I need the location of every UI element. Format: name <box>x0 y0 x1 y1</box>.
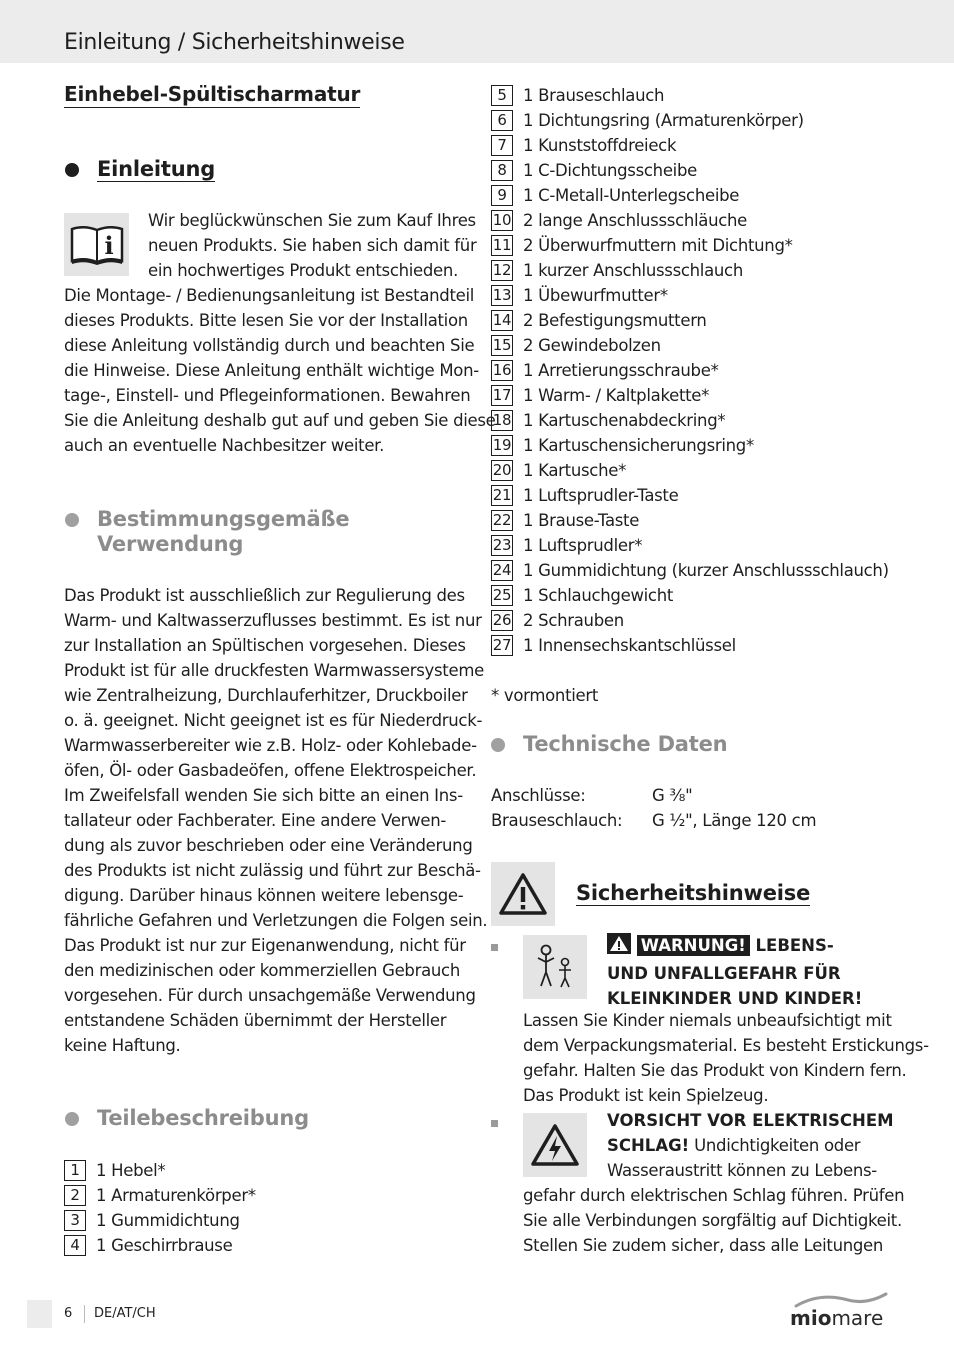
list-item: 16 1 Arretierungsschraube* <box>492 361 719 380</box>
section-heading-teilebeschreibung: Teilebeschreibung <box>97 1106 309 1131</box>
miomare-logo: miomare <box>790 1290 890 1334</box>
list-item: 22 1 Brause-Taste <box>492 511 640 530</box>
parts-list-col2 <box>491 83 889 658</box>
electric-warning-heading: VORSICHT VOR ELEKTRISCHEM SCHLAG! Undichtigkeiten oder Wasseraustritt können zu Lebens- <box>607 1111 894 1180</box>
usage-text: Das Produkt ist ausschließlich zur Regulierung des Warm- und Kaltwasserzuflusses bestimmt. Es ist nur zur Installation an Spültischen vorgesehen. Dieses Produkt ist für alle druckfesten Warmwassersysteme wie Zentralheizung, Durchlauferhitzer, Druckboiler o. ä. geeignet. Nicht geeignet ist es für Niederdruck- Warmwasserbereiter wie z.B. Holz- oder Kohlebade- öfen, Öl- oder Gasbadeöfen, offene Elektrospeicher. Im Zweifelsfall wenden Sie sich bitte an einen Ins- tallateur oder Fachberater. Eine andere Verwen- dung als zuvor beschrieben oder eine Veränderung des Produkts ist nicht zulässig und führt zur Beschä- digung. Darüber hinaus können weitere lebensge- fährliche Gefahren und Verletzungen die Folgen sein. Das Produkt ist nur zur Eigenanwendung, nicht für den medizinischen oder kommerziellen Gebrauch vorgesehen. Für durch unsachgemäße Verwendung entstandene Schäden übernimmt der Hersteller keine Haftung. <box>64 586 488 1055</box>
bullet-dot-icon <box>65 163 79 177</box>
bullet-square-icon <box>491 1120 498 1127</box>
bullet-square-icon <box>491 944 498 951</box>
section-heading-technische-daten: Technische Daten <box>523 732 727 757</box>
list-item: 20 1 Kartusche* <box>492 461 627 480</box>
page-header <box>0 0 954 63</box>
list-item: 17 1 Warm- / Kaltplakette* <box>492 386 710 405</box>
list-item: 4 1 Geschirrbrause <box>64 1233 256 1258</box>
footer-divider <box>84 1305 85 1323</box>
footer-region: DE/AT/CH <box>94 1306 156 1321</box>
list-item: 12 1 kurzer Anschlussschlauch <box>492 261 743 280</box>
page-header-title: Einleitung / Sicherheitshinweise <box>64 30 405 55</box>
child-warning-text: Lassen Sie Kinder niemals unbeaufsichtigt mit dem Verpackungsmaterial. Es besteht Erstickungs- gefahr. Halten Sie das Produkt von Kindern fern. Das Produkt ist kein Spielzeug. <box>523 1011 929 1105</box>
list-item: 21 1 Luftsprudler-Taste <box>492 486 679 505</box>
child-warning-icon <box>523 935 587 999</box>
list-item: 18 1 Kartuschenabdeckring* <box>492 411 726 430</box>
electric-warning-text: gefahr durch elektrischen Schlag führen. Prüfen Sie alle Verbindungen sorgfältig auf Dichtigkeit. Stellen Sie zudem sicher, dass alle Leitungen <box>523 1186 905 1255</box>
warning-triangle-icon <box>491 862 555 926</box>
warning-badge: WARNUNG! <box>637 935 750 956</box>
list-item: 15 2 Gewindebolzen <box>492 336 661 355</box>
list-item: 13 1 Übewurfmutter* <box>492 286 668 305</box>
section-heading-einleitung: Einleitung <box>97 157 215 182</box>
page-number: 6 <box>64 1306 73 1321</box>
list-item: 25 1 Schlauchgewicht <box>492 586 674 605</box>
parts-footnote: * vormontiert <box>491 686 599 705</box>
list-item: 2 1 Armaturenkörper* <box>64 1183 256 1208</box>
bullet-dot-icon <box>491 738 505 752</box>
document-title: Einhebel-Spültischarmatur <box>64 82 361 106</box>
footer-marker <box>27 1300 52 1328</box>
bullet-dot-icon <box>65 513 79 527</box>
warning-small-icon <box>607 933 631 961</box>
list-item: 6 1 Dichtungsring (Armaturenkörper) <box>491 108 889 133</box>
section-heading-verwendung: Bestimmungsgemäße Verwendung <box>97 507 349 557</box>
intro-text-beside-icon: Wir beglückwünschen Sie zum Kauf Ihres neuen Produkts. Sie haben sich damit für ein hochwertiges Produkt entschieden. <box>148 211 477 280</box>
list-item: 3 1 Gummidichtung <box>64 1208 256 1233</box>
list-item: 23 1 Luftsprudler* <box>492 536 643 555</box>
list-item: 8 1 C-Dichtungsscheibe <box>491 158 889 183</box>
list-item: 14 2 Befestigungsmuttern <box>492 311 707 330</box>
list-item: 10 2 lange Anschlussschläuche <box>492 211 748 230</box>
bullet-dot-icon <box>65 1112 79 1126</box>
list-item: 1 1 Hebel* <box>64 1158 256 1183</box>
list-item: 7 1 Kunststoffdreieck <box>491 133 889 158</box>
list-item: 5 1 Brauseschlauch <box>491 83 889 108</box>
table-row: Brauseschlauch: G ½", Länge 120 cm <box>491 811 817 830</box>
table-row: Anschlüsse: G ⅜" <box>491 786 693 805</box>
tech-data-table <box>491 783 816 833</box>
svg-text:i: i <box>103 230 114 260</box>
child-warning-heading: WARNUNG! LEBENS- UND UNFALLGEFAHR FÜR KLEINKINDER UND KINDER! <box>607 933 862 1011</box>
parts-list-col1 <box>64 1158 256 1258</box>
list-item: 11 2 Überwurfmuttern mit Dichtung* <box>492 236 793 255</box>
list-item: 24 1 Gummidichtung (kurzer Anschlussschlauch) <box>492 561 889 580</box>
electric-shock-icon <box>523 1113 587 1177</box>
list-item: 27 1 Innensechskantschlüssel <box>492 636 736 655</box>
list-item: 9 1 C-Metall-Unterlegscheibe <box>491 183 889 208</box>
list-item: 19 1 Kartuschensicherungsring* <box>492 436 754 455</box>
info-book-icon <box>64 213 129 276</box>
section-heading-sicherheitshinweise: Sicherheitshinweise <box>576 881 811 905</box>
intro-text: Die Montage- / Bedienungsanleitung ist Bestandteil dieses Produkts. Bitte lesen Sie vor der Installation diese Anleitung vollständig durch und beachten Sie die Hinweise. Diese Anleitung enthält wichtige Mon- tage-, Einstell- und Pflegeinformationen. Bewahren Sie die Anleitung deshalb gut auf und geben Sie diese auch an eventuelle Nachbesitzer weiter. <box>64 286 496 455</box>
list-item: 26 2 Schrauben <box>492 611 624 630</box>
